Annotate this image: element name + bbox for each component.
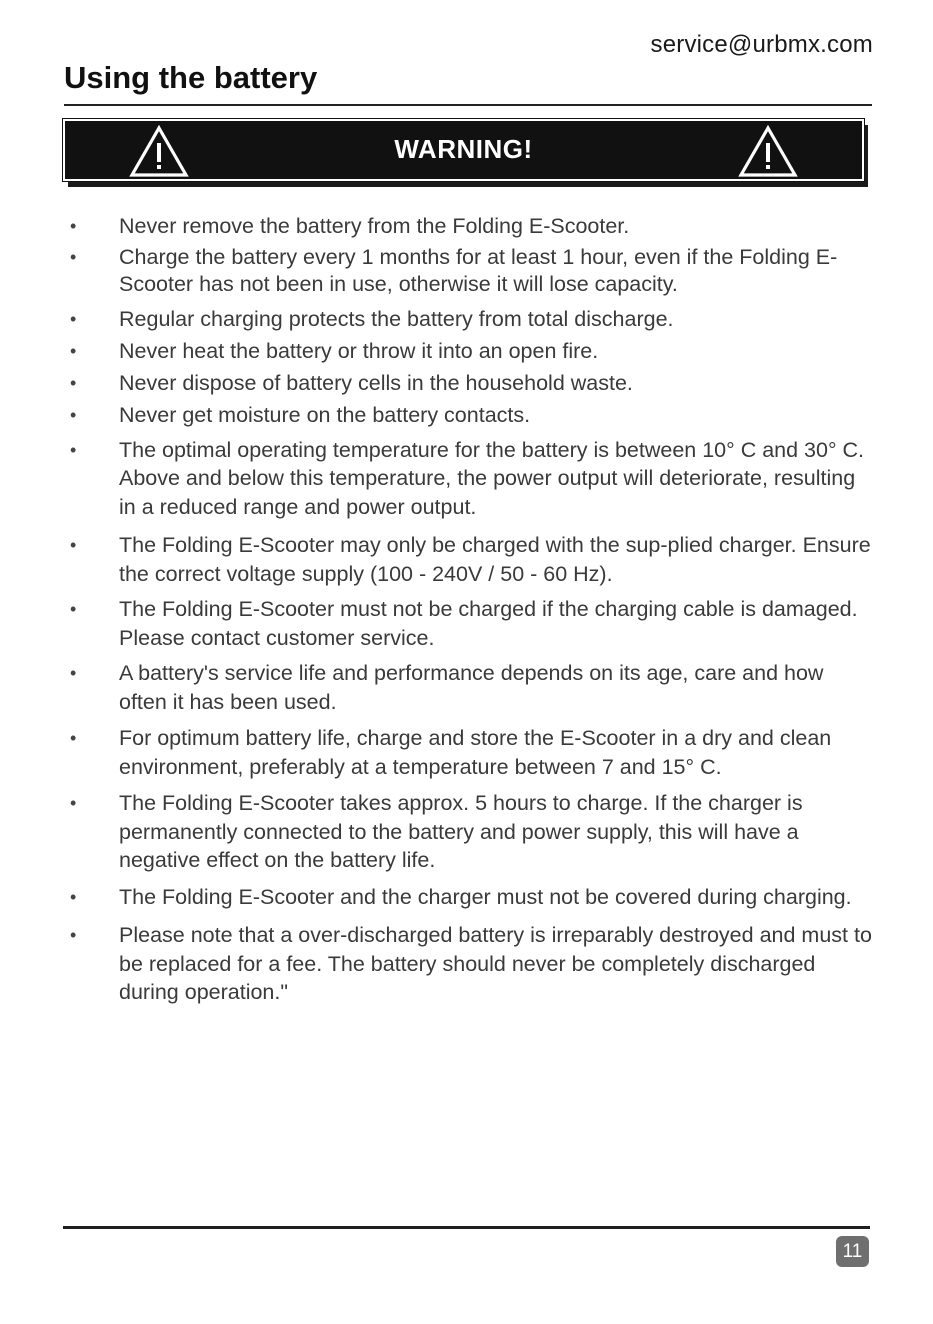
list-item-text: For optimum battery life, charge and store the E-Scooter in a dry and clean environment, preferably at a temperature between 7 and 15° C. (119, 726, 832, 779)
bullet-marker: • (70, 886, 77, 907)
battery-instructions-list (0, 212, 933, 1007)
list-item-text: The Folding E-Scooter may only be charged with the sup-plied charger. Ensure the correct voltage supply (100 - 240V / 50 - 60 Hz). (119, 533, 871, 586)
list-item-text: The Folding E-Scooter takes approx. 5 hours to charge. If the charger is permanently connected to the battery and power supply, this will have a negative effect on the battery life. (119, 791, 803, 872)
list-item (0, 595, 933, 652)
bullet-marker: • (70, 793, 77, 813)
list-item-text: Regular charging protects the battery from total discharge. (119, 306, 674, 331)
list-item-text: Never get moisture on the battery contacts. (119, 403, 531, 427)
list-item (0, 436, 933, 522)
list-item-text: The Folding E-Scooter and the charger must not be covered during charging. (119, 884, 852, 909)
list-item (0, 337, 933, 366)
page-number: 11 (836, 1236, 869, 1267)
list-item-text: Charge the battery every 1 months for at least 1 hour, even if the Folding E-Scooter has not been in use, otherwise it will lose capacity. (119, 244, 838, 296)
list-item (0, 305, 933, 334)
list-item-text: A battery's service life and performance depends on its age, care and how often it has been used. (119, 661, 824, 714)
title-divider (64, 104, 872, 106)
bullet-marker: • (70, 925, 77, 945)
warning-triangle-icon (738, 125, 798, 177)
bullet-marker: • (70, 535, 77, 555)
list-item (0, 212, 933, 241)
footer-divider (63, 1226, 870, 1229)
list-item (0, 883, 933, 912)
list-item (0, 789, 933, 875)
bullet-marker: • (70, 663, 77, 683)
list-item (0, 401, 933, 430)
list-item-text: The Folding E-Scooter must not be charged if the charging cable is damaged. Please contact customer service. (119, 597, 858, 650)
bullet-marker: • (70, 216, 77, 236)
bullet-marker: • (70, 439, 77, 460)
bullet-marker: • (70, 341, 77, 361)
list-item (0, 244, 933, 298)
warning-label: WARNING! (394, 134, 533, 164)
bullet-marker: • (70, 728, 77, 748)
page-title: Using the battery (64, 60, 318, 95)
list-item (0, 369, 933, 398)
warning-banner (63, 119, 864, 181)
list-item-text: Never dispose of battery cells in the household waste. (119, 370, 633, 395)
list-item-text: Never remove the battery from the Folding E-Scooter. (119, 214, 630, 238)
list-item-text: The optimal operating temperature for the battery is between 10° C and 30° C. Above and below this temperature, the power output will deteriorate, resulting in a reduced range and power output. (119, 437, 865, 519)
list-item-text: Please note that a over-discharged battery is irreparably destroyed and must to be replaced for a fee. The battery should never be completely discharged during operation." (119, 923, 872, 1004)
list-item (0, 659, 933, 716)
list-item-text: Never heat the battery or throw it into an open fire. (119, 339, 599, 363)
bullet-marker: • (70, 308, 77, 329)
bullet-marker: • (70, 405, 77, 425)
list-item (0, 531, 933, 588)
bullet-marker: • (70, 372, 77, 393)
contact-email: service@urbmx.com (650, 31, 873, 58)
list-item (0, 921, 933, 1007)
bullet-marker: • (70, 599, 77, 619)
bullet-marker: • (70, 246, 77, 267)
list-item (0, 724, 933, 781)
